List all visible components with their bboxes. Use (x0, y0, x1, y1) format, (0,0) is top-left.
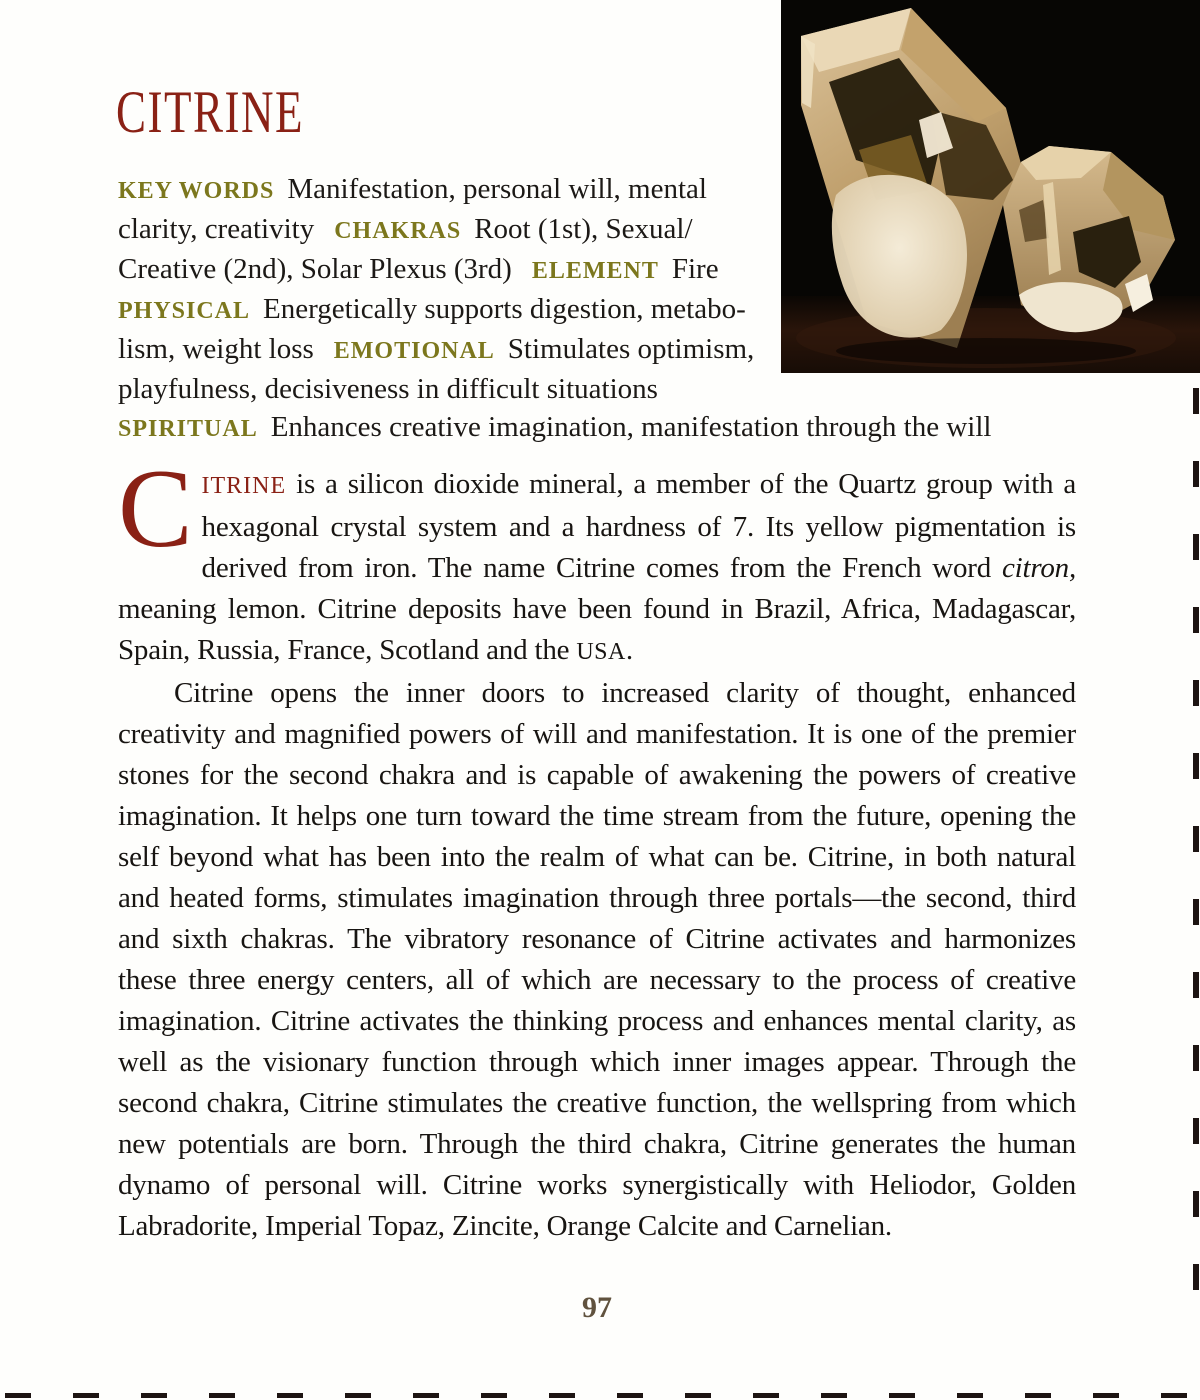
keywords-line (118, 408, 1118, 448)
keyword-text: playfulness, decisiveness in difficult situations (118, 373, 658, 405)
keyword-text: Creative (2nd), Solar Plexus (3rd) (118, 253, 512, 285)
keyword-text: Manifestation, personal will, mental (287, 173, 707, 205)
drop-cap: C (118, 447, 193, 571)
keyword-text: Fire (671, 253, 719, 285)
keyword-text: lism, weight loss (118, 333, 314, 365)
p1-text: is a silicon dioxide mineral, a member of the Quartz group with a hexagonal crystal system and a hardness of 7. Its yellow pigmentation is derived from iron. The name Citrine comes from the French word (201, 468, 1076, 584)
body-text (118, 447, 1076, 1247)
keyword-label-physical: PHYSICAL (118, 298, 251, 324)
lead-word-smallcaps: ITRINE (201, 473, 287, 499)
page-title: CITRINE (116, 79, 304, 145)
body-paragraph-1 (118, 447, 1076, 673)
p1-text: meaning lemon. Citrine deposits have been found in Brazil, Africa, Madagascar, Spain, Russia, France, Scotland and the (118, 593, 1076, 666)
body-paragraph-2: Citrine opens the inner doors to increased clarity of thought, enhanced creativity and magnified powers of will and manifestation. It is one of the premier stones for the second chakra and is capable of awakening the powers of creative imagination. It helps one turn toward the time stream from the future, opening the self beyond what has been into the realm of what can be. Citrine, in both natural and heated forms, stimulates imagination through three portals—the second, third and sixth chakras. The vibratory resonance of Citrine activates and harmonizes these three energy centers, all of which are necessary to the process of creative imagination. Citrine activates the thinking process and enhances mental clarity, as well as the visionary function through which inner images appear. Through the second chakra, Citrine stimulates the creative function, the wellspring from which new potentials are born. Through the third chakra, Citrine generates the human dynamo of personal will. Citrine works synergistically with Heliodor, Golden Labradorite, Imperial Topaz, Zincite, Orange Calcite and Carnelian. (118, 677, 1076, 1242)
right-edge-marks (1193, 388, 1199, 1291)
keyword-label-chakras: CHAKRAS (334, 218, 462, 244)
bottom-edge-marks (5, 1393, 1197, 1398)
p1-text: . (625, 634, 633, 666)
keyword-text: clarity, creativity (118, 213, 315, 245)
keywords-line (118, 370, 1118, 408)
keyword-label-element: ELEMENT (531, 258, 659, 284)
keywords-line (118, 250, 1118, 290)
keywords-line (118, 330, 1118, 370)
keyword-text: Enhances creative imagination, manifestation through the will (270, 411, 992, 443)
keywords-line (118, 170, 1118, 210)
p1-italic-word: citron, (1001, 552, 1076, 584)
keywords-line (118, 210, 1118, 250)
keyword-text: Energetically supports digestion, metabo- (263, 293, 746, 325)
keyword-text: Root (1st), Sexual/ (474, 213, 693, 245)
p1-usa-smallcaps: USA (576, 639, 626, 665)
page-number: 97 (582, 1291, 612, 1324)
keyword-text: Stimulates optimism, (507, 333, 755, 365)
keyword-label-key-words: KEY WORDS (118, 178, 275, 204)
keyword-label-emotional: EMOTIONAL (333, 338, 495, 364)
keywords-block (118, 170, 1118, 448)
keywords-line (118, 290, 1118, 330)
keyword-label-spiritual: SPIRITUAL (118, 416, 258, 442)
